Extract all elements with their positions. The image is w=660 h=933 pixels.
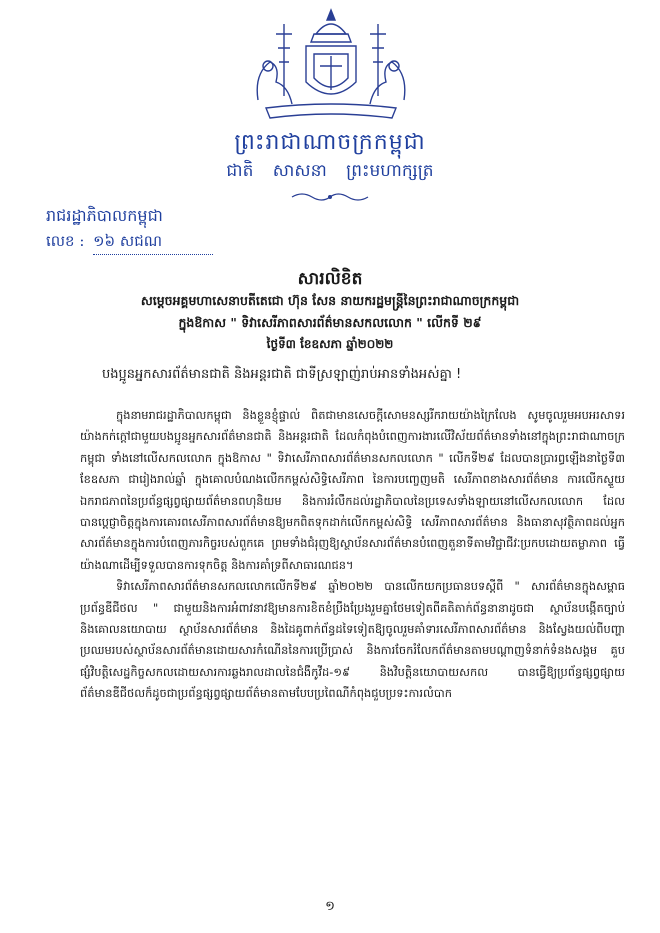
document-subtitle: សម្តេចអគ្គមហាសេនាបតីតេជោ ហ៊ុន សែន នាយករដ្ឋមន្ត្រីនៃព្រះរាជាណាចក្រកម្ពុជា bbox=[140, 293, 520, 308]
page-number: ១ bbox=[325, 899, 335, 914]
kingdom-name: ព្រះរាជាណាចក្រកម្ពុជា bbox=[234, 130, 426, 155]
reference-label: លេខ : bbox=[46, 232, 85, 250]
document-occasion: ក្នុងឱកាស " ទិវាសេរីភាពសារព័ត៌មានសកលលោក " លើកទី ២៩ bbox=[178, 315, 482, 330]
national-motto: ជាតិ សាសនា ព្រះមហាក្សត្រ bbox=[226, 161, 434, 181]
document-title: សារលិខិត bbox=[297, 269, 363, 289]
reference-value: ១៦ សជណ bbox=[93, 232, 213, 255]
ornament-divider-icon bbox=[290, 190, 370, 204]
letter-body bbox=[80, 405, 625, 705]
royal-emblem-icon bbox=[236, 4, 426, 124]
paragraph-1: ក្នុងនាមរាជរដ្ឋាភិបាលកម្ពុជា និងខ្លួនខ្ញុំផ្ទាល់ ពិតជាមានសេចក្តីសោមនស្សរីករាយយ៉ាងក្រៃលែង សូមចូលរួមអបអរសាទរយ៉ាងកក់ក្តៅជាមួយបងប្អូនអ្នកសារព័ត៌មានជាតិ និងអន្តរជាតិ ដែលកំពុងបំពេញការងារលើវិស័យព័ត៌មានទាំងនៅក្នុងព្រះរាជាណាចក្រកម្ពុជា ទាំងនៅលើសកលលោក ក្នុងឱកាស " ទិវាសេរីភាពសារព័ត៌មានសកលលោក " លើកទី២៩ ដែលបានប្រារព្ធឡើងនាថ្ងៃទី៣ ខែឧសភា ជារៀងរាល់ឆ្នាំ ក្នុងគោលបំណងលើកកម្ពស់សិទ្ធិសេរីភាព នៃការបញ្ចេញមតិ សេរីភាពខាងសារព័ត៌មាន ការលើកស្ទួយឯករាជភាពនៃប្រព័ន្ធផ្សព្វផ្សាយព័ត៌មានពហុនិយម និងការរំលឹកដល់រដ្ឋាភិបាលនៃប្រទេសទាំងឡាយនៅលើសកលលោក ដែលបានប្តេជ្ញាចិត្តក្នុងការគោរពសេរីភាពសារព័ត៌មានឱ្យមកពិតទុកដាក់លើកកម្ពស់សិទ្ធិ សេរីភាពសារព័ត៌មាន និងធានាសុវត្ថិភាពដល់អ្នកសារព័ត៌មានក្នុងការបំពេញភារកិច្ចរបស់ពួកគេ ព្រមទាំងជំរុញឱ្យស្ថាប័នសារព័ត៌មានបំពេញតួនាទីតាមវិជ្ជាជីវៈប្រកបដោយតម្លាភាព ធ្វើយ៉ាងណាដើម្បីទទួលបានការទុកចិត្ត និងការគាំទ្រពីសាធារណជន។ bbox=[80, 408, 625, 572]
government-name: រាជរដ្ឋាភិបាលកម្ពុជា bbox=[46, 206, 163, 225]
document-date: ថ្ងៃទី៣ ខែឧសភា ឆ្នាំ២០២២ bbox=[266, 337, 394, 351]
salutation: បងប្អូនអ្នកសារព័ត៌មានជាតិ និងអន្តរជាតិ ជាទីស្រឡាញ់រាប់អានទាំងអស់គ្នា ! bbox=[102, 367, 462, 382]
reference-number bbox=[46, 232, 213, 255]
paragraph-2: ទិវាសេរីភាពសារព័ត៌មានសកលលោកលើកទី២៩ ឆ្នាំ២០២២ បានលើកយកប្រធានបទស្តីពី " សារព័ត៌មានក្នុងសម្ពាធប្រព័ន្ធឌីជីថល " ជាមួយនិងការអំពាវនាវឱ្យមានការខិតខំប្រឹងប្រែងរួមគ្នាថែមទៀតពីគតិតាក់ព័ន្ធនានាដូចជា ស្ថាប័នបង្កើតច្បាប់និងគោលនយោបាយ ស្ថាប័នសារព័ត៌មាន និងដៃគូពាក់ព័ន្ធដទៃទៀតឱ្យចូលរួមគាំទារសេរីភាពសារព័ត៌មាន និងស្វែងយល់ពីបញ្ហាប្រឈមរបស់ស្ថាប័នសារព័ត៌មានដោយសារកំណើននៃការប្រើប្រាស់ និងការចែករំលែកព័ត៌មានតាមបណ្តាញទំនាក់ទំនងសង្គម គួបផ្សំវិបត្តិសេដ្ឋកិច្ចសកលដោយសារការឆ្លងរាលដាលនៃជំងឺកូវីដ-១៩ និងវិបត្តិនយោបាយសកល បានធ្វើឱ្យប្រព័ន្ធផ្សព្វផ្សាយព័ត៌មានឌីជីថលក៏ដូចជាប្រព័ន្ធផ្សព្វផ្សាយព័ត៌មានតាមបែបប្រពៃណីកំពុងជួបប្រទះការលំបាក bbox=[80, 579, 625, 701]
